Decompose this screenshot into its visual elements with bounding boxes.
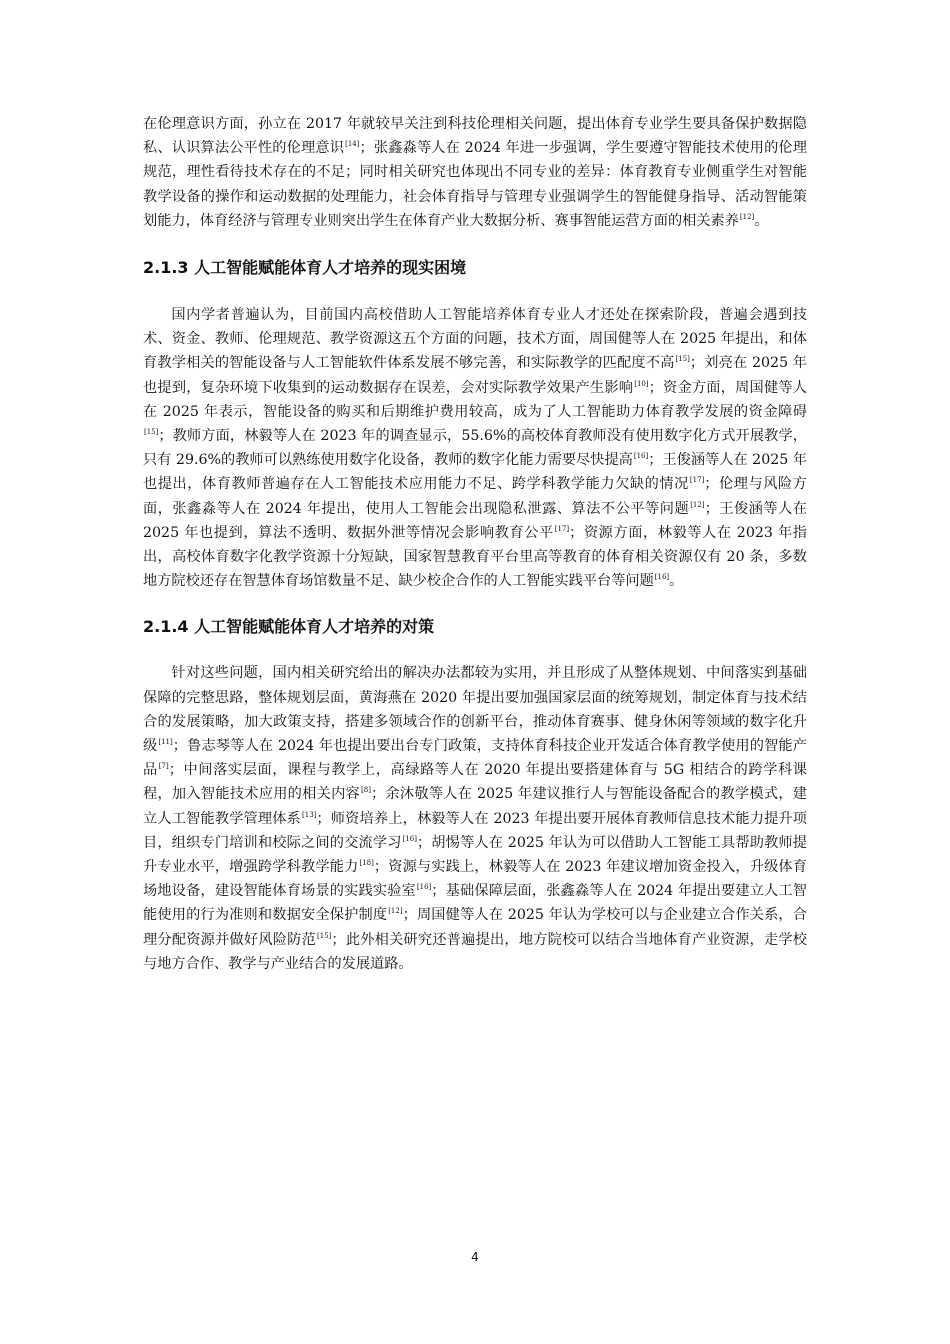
- text-run: ；资金方面，周国健等人在 2025 年表示，智能设备的购买和后期维护费用较高，成为了人工智能助力体育教学发展的资金障碍: [143, 379, 807, 420]
- text-run: ；周国健等人在 2025 年认为学校可以与企业建立合作关系，合理分配资源并做好风险防范: [143, 907, 807, 948]
- text-run: ；教师方面，林毅等人在 2023 年的调查显示，55.6%的高校体育教师没有使用数字化方式开展教学，只有 29.6%的教师可以熟练使用数字化设备，教师的数字化能力需要尽快提高: [143, 428, 807, 469]
- text-run: 。: [669, 573, 684, 590]
- text-run: ；王俊涵等人在 2025 年也提出，体育教师普遍存在人工智能技术应用能力不足、跨学科教学能力欠缺的情况: [143, 452, 807, 493]
- text-run: 针对这些问题，国内相关研究给出的解决办法都较为实用，并且形成了从整体规划、中间落实到基础保障的完整思路，整体规划层面，黄海燕在 2020 年提出要加强国家层面的统筹规划，制定体育与技术结合的发展策略，加大政策支持，搭建多领域合作的创新平台，推动体育赛事、健身休闲等领域的数字化升级: [143, 665, 807, 755]
- text-run: ；伦理与风险方面，张鑫淼等人在 2024 年提出，使用人工智能会出现隐私泄露、算法不公平等问题: [143, 476, 807, 517]
- citation-marker: [15]: [317, 931, 332, 940]
- paragraph-current-difficulties: [143, 303, 807, 593]
- citation-marker: [11]: [158, 738, 173, 747]
- citation-marker: [12]: [388, 907, 403, 916]
- section-heading-2-1-3: 2.1.3 人工智能赋能体育人才培养的现实困境: [143, 258, 467, 278]
- citation-marker: [17]: [554, 524, 570, 533]
- text-run: ；鲁志琴等人在 2024 年也提出要出台专门政策，支持体育科技企业开发适合体育教学使用的智能产品: [143, 738, 807, 779]
- text-run: ；王俊涵等人在 2025 年也提到，算法不透明、数据外泄等情况会影响教育公平: [143, 500, 807, 541]
- citation-marker: [18]: [359, 859, 374, 868]
- text-run: ；张鑫淼等人在 2024 年进一步强调，学生要遵守智能技术使用的伦理规范，理性看待技术存在的不足；同时相关研究也体现出不同专业的差异：体育教育专业侧重学生对智能教学设备的操作和运动数据的处理能力，社会体育指导与管理专业强调学生的智能健身指导、活动智能策划能力，体育经济与管理专业则突出学生在体育产业大数据分析、赛事智能运营方面的相关素养: [143, 140, 807, 229]
- citation-marker: [7]: [158, 762, 169, 771]
- paragraph-countermeasures: [143, 661, 807, 976]
- text-run: 国内学者普遍认为，目前国内高校借助人工智能培养体育专业人才还处在探索阶段，普遍会遇到技术、资金、教师、伦理规范、教学资源这五个方面的问题，技术方面，周国健等人在 2025 年提出，和体育教学相关的智能设备与人工智能软件体系发展不够完善，和实际教学的匹配度不高: [143, 307, 807, 372]
- text-run: ；胡惕等人在 2025 年认为可以借助人工智能工具帮助教师提升专业水平，增强跨学科教学能力: [143, 834, 807, 876]
- citation-marker: [12]: [739, 212, 755, 221]
- citation-marker: [16]: [416, 883, 432, 892]
- text-run: ；余沐敬等人在 2025 年建议推行人与智能设备配合的教学模式，建立人工智能教学管理体系: [143, 786, 807, 827]
- text-run: 在伦理意识方面，孙立在 2017 年就较早关注到科技伦理相关问题，提出体育专业学生要具备保护数据隐私、认识算法公平性的伦理意识: [143, 116, 807, 157]
- citation-marker: [17]: [689, 476, 705, 485]
- text-run: ；师资培养上，林毅等人在 2023 年提出要开展体育教师信息技术能力提升项目，组织专门培训和校际之间的交流学习: [143, 810, 807, 851]
- text-run: ；资源方面，林毅等人在 2023 年指出，高校体育数字化教学资源十分短缺，国家智慧教育平台里高等教育的体育相关资源仅有 20 条，多数地方院校还存在智慧体育场馆数量不足、缺少校企合作的人工智能实践平台等问题: [143, 524, 807, 590]
- page-number: 4: [471, 1250, 479, 1264]
- citation-marker: [13]: [302, 810, 317, 819]
- citation-marker: [16]: [633, 452, 649, 461]
- citation-marker: [16]: [654, 573, 670, 582]
- text-run: ；刘亮在 2025 年也提到，复杂环境下收集到的运动数据存在误差，会对实际教学效果产生影响: [143, 355, 807, 396]
- section-heading-2-1-4: 2.1.4 人工智能赋能体育人才培养的对策: [143, 617, 435, 637]
- page-content: [143, 112, 807, 976]
- text-run: ；中间落实层面，课程与教学上，高绿路等人在 2020 年提出要搭建体育与 5G 相结合的跨学科课程，加入智能技术应用的相关内容: [143, 762, 807, 803]
- citation-marker: [12]: [690, 500, 705, 509]
- text-run: 。: [754, 212, 769, 229]
- text-run: ；资源与实践上，林毅等人在 2023 年建议增加资金投入，升级体育场地设备，建设智能体育场景的实践实验室: [143, 859, 807, 900]
- citation-marker: [10]: [634, 379, 649, 388]
- text-run: ；此外相关研究还普遍提出，地方院校可以结合当地体育产业资源，走学校与地方合作、教学与产业结合的发展道路。: [143, 931, 807, 972]
- citation-marker: [16]: [402, 834, 417, 843]
- paragraph-ethics-awareness: [143, 112, 807, 233]
- citation-marker: [14]: [345, 140, 360, 149]
- citation-marker: [15]: [144, 428, 159, 437]
- text-run: ；基础保障层面，张鑫淼等人在 2024 年提出要建立人工智能使用的行为准则和数据安全保护制度: [143, 883, 807, 924]
- citation-marker: [8]: [361, 786, 371, 795]
- citation-marker: [15]: [675, 355, 690, 364]
